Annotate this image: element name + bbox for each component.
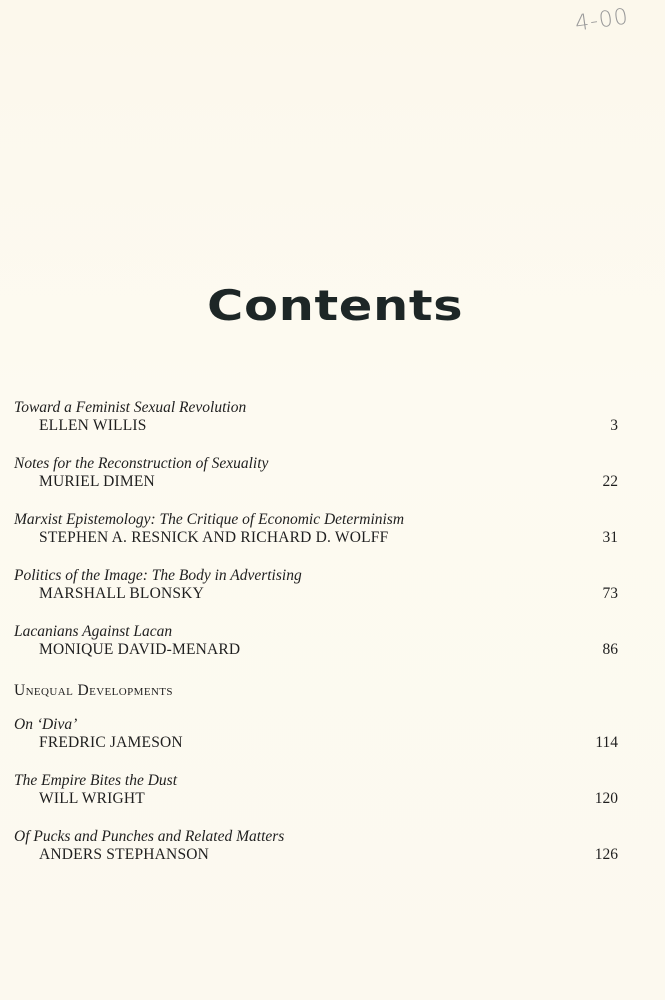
entry-author: STEPHEN A. RESNICK AND RICHARD D. WOLFF (39, 529, 389, 546)
toc-entry (14, 828, 618, 864)
entry-page-number: 126 (594, 846, 618, 863)
entry-author: MARSHALL BLONSKY (39, 585, 204, 602)
entry-title: Politics of the Image: The Body in Advertising (14, 567, 302, 584)
entry-author: WILL WRIGHT (39, 790, 145, 807)
toc-entry (14, 455, 618, 491)
page-title: Contents (207, 281, 464, 330)
toc-entry (14, 567, 618, 603)
entry-page-number: 22 (602, 473, 618, 490)
entry-title: The Empire Bites the Dust (14, 772, 178, 789)
entry-author: ANDERS STEPHANSON (39, 846, 210, 863)
entry-page-number: 31 (602, 529, 618, 546)
toc-entry (14, 511, 618, 547)
entry-author: FREDRIC JAMESON (39, 734, 183, 751)
entry-title: Toward a Feminist Sexual Revolution (14, 399, 247, 416)
entry-author: ELLEN WILLIS (39, 417, 147, 434)
toc-entry (14, 716, 618, 752)
entry-title: Lacanians Against Lacan (14, 623, 173, 640)
entry-author: MONIQUE DAVID-MENARD (39, 641, 241, 658)
entry-page-number: 120 (594, 790, 618, 807)
toc-entry (14, 399, 618, 435)
entry-title: Marxist Epistemology: The Critique of Economic Determinism (14, 511, 405, 528)
entry-page-number: 114 (595, 734, 618, 751)
entry-title: On ‘Diva’ (14, 716, 78, 733)
entry-title: Notes for the Reconstruction of Sexuality (14, 455, 269, 472)
handwritten-price-note: 4-00 (573, 4, 631, 37)
entry-page-number: 86 (602, 641, 618, 658)
entry-page-number: 73 (602, 585, 618, 602)
entry-author: MURIEL DIMEN (39, 473, 155, 490)
section-heading: Unequal Developments (14, 682, 173, 699)
entry-page-number: 3 (610, 417, 618, 434)
toc-entry (14, 772, 618, 808)
entry-title: Of Pucks and Punches and Related Matters (14, 828, 285, 845)
toc-entry (14, 623, 618, 659)
